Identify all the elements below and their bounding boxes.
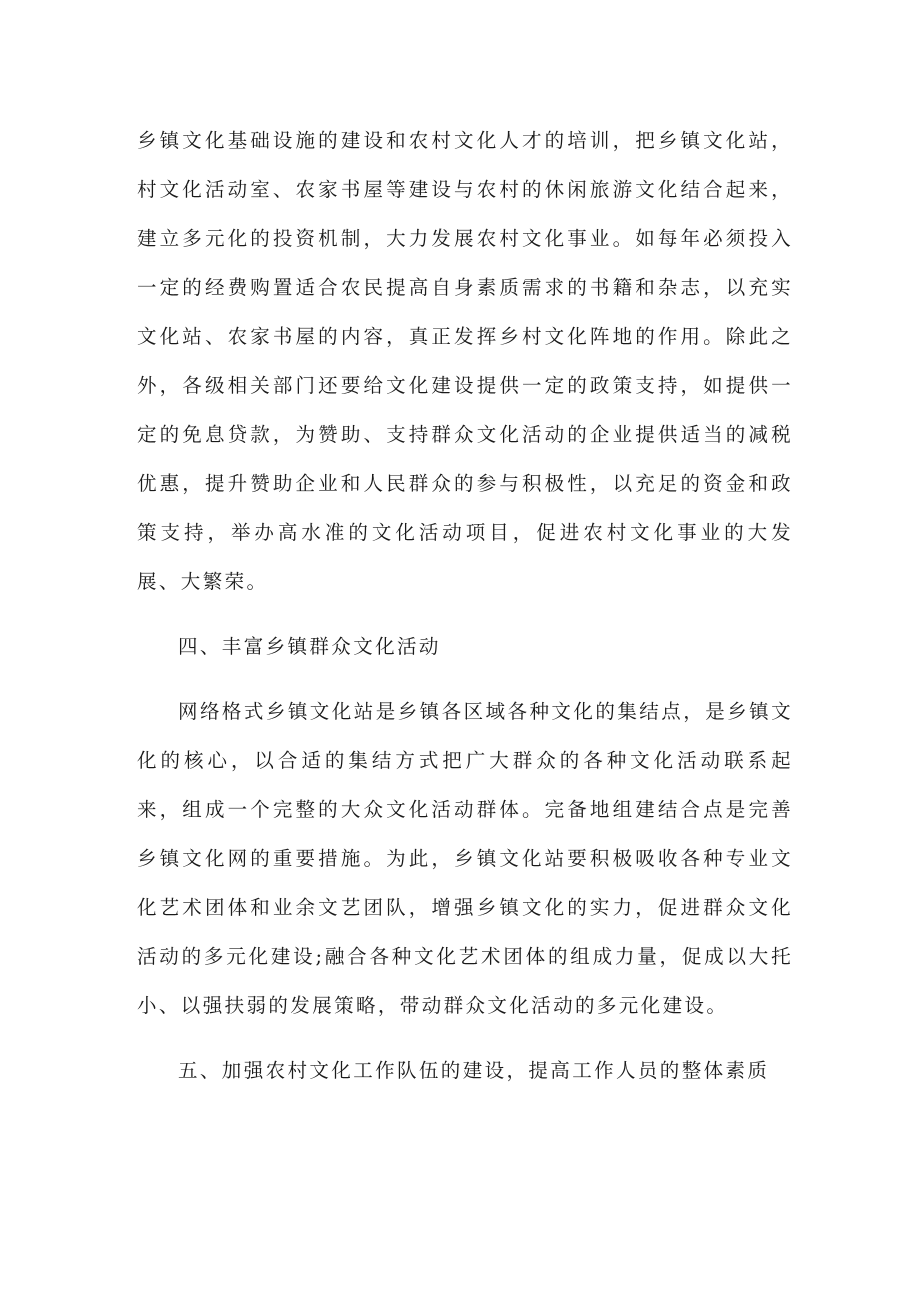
paragraph-spacer — [137, 1030, 793, 1046]
paragraph-spacer — [137, 606, 793, 622]
section-heading: 五、加强农村文化工作队伍的建设，提高工作人员的整体素质 — [178, 1059, 770, 1082]
body-paragraph: 网络格式乡镇文化站是乡镇各区域各种文化的集结点，是乡镇文化的核心，以合适的集结方式把广大群众的各种文化活动联系起来，组成一个完整的大众文化活动群体。完备地组建结合点是完善乡镇文化网的重要措施。为此，乡镇文化站要积极吸收各种专业文化艺术团体和业余文艺团队，增强乡镇文化的实力，促进群众文化活动的多元化建设;融合各种文化艺术团体的组成力量，促成以大托小、以强扶弱的发展策略，带动群众文化活动的多元化建设。 — [137, 700, 793, 1017]
document-body — [137, 116, 793, 1095]
paragraph-spacer — [137, 671, 793, 687]
body-paragraph: 乡镇文化基础设施的建设和农村文化人才的培训，把乡镇文化站，村文化活动室、农家书屋等建设与农村的休闲旅游文化结合起来，建立多元化的投资机制，大力发展农村文化事业。如每年必须投入一定的经费购置适合农民提高自身素质需求的书籍和杂志，以充实文化站、农家书屋的内容，真正发挥乡村文化阵地的作用。除此之外，各级相关部门还要给文化建设提供一定的政策支持，如提供一定的免息贷款，为赞助、支持群众文化活动的企业提供适当的减税优惠，提升赞助企业和人民群众的参与积极性，以充足的资金和政策支持，举办高水准的文化活动项目，促进农村文化事业的大发展、大繁荣。 — [137, 129, 793, 593]
section-heading: 四、丰富乡镇群众文化活动 — [178, 635, 441, 658]
